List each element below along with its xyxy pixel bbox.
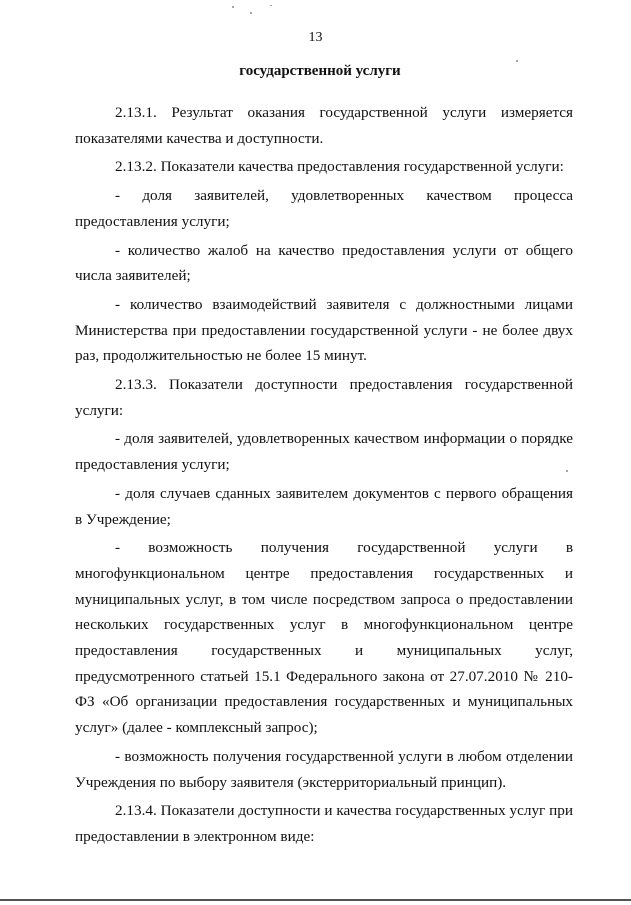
scan-speck (232, 6, 234, 8)
list-item: - количество жалоб на качество предоставления услуги от общего числа заявителей; (75, 241, 573, 285)
list-item: - доля заявителей, удовлетворенных качеством информации о порядке предоставления услуги; (75, 430, 573, 474)
body-text (75, 100, 573, 853)
scan-speck (250, 12, 252, 14)
paragraph-2-13-2: 2.13.2. Показатели качества предоставления государственной услуги: (115, 158, 564, 176)
list-item: - возможность получения государственной услуги в многофункциональном центре предоставления государственных и муниципальных услуг, в том числе посредством запроса о предоставлении нескольких государственных услуг в многофункциональном центре предоставления государственных и муниципальных услуг, предусмотренного статьей 15.1 Федерального закона от 27.07.2010 № 210-ФЗ «Об организации предоставления государственных и муниципальных услуг» (далее - комплексный запрос); (75, 539, 573, 737)
paragraph-2-13-1: 2.13.1. Результат оказания государственной услуги измеряется показателями качества и доступности. (75, 104, 573, 147)
list-item: - возможность получения государственной услуги в любом отделении Учреждения по выбору заявителя (экстерриториальный принцип). (75, 747, 573, 791)
paragraph-2-13-4: 2.13.4. Показатели доступности и качества государственных услуг при предоставлении в электронном виде: (75, 802, 573, 845)
section-heading: государственной услуги (239, 63, 401, 79)
scan-speck (516, 60, 518, 62)
list-item: - количество взаимодействий заявителя с должностными лицами Министерства при предоставлении государственной услуги - не более двух раз, продолжительностью не более 15 минут. (75, 295, 573, 365)
page-number: 13 (308, 30, 323, 45)
scan-bottom-edge (0, 899, 631, 901)
list-item: - доля заявителей, удовлетворенных качеством процесса предоставления услуги; (75, 187, 573, 230)
paragraph-2-13-3: 2.13.3. Показатели доступности предоставления государственной услуги: (75, 376, 573, 419)
scan-speck (270, 5, 272, 6)
list-item: - доля случаев сданных заявителем документов с первого обращения в Учреждение; (75, 484, 573, 528)
